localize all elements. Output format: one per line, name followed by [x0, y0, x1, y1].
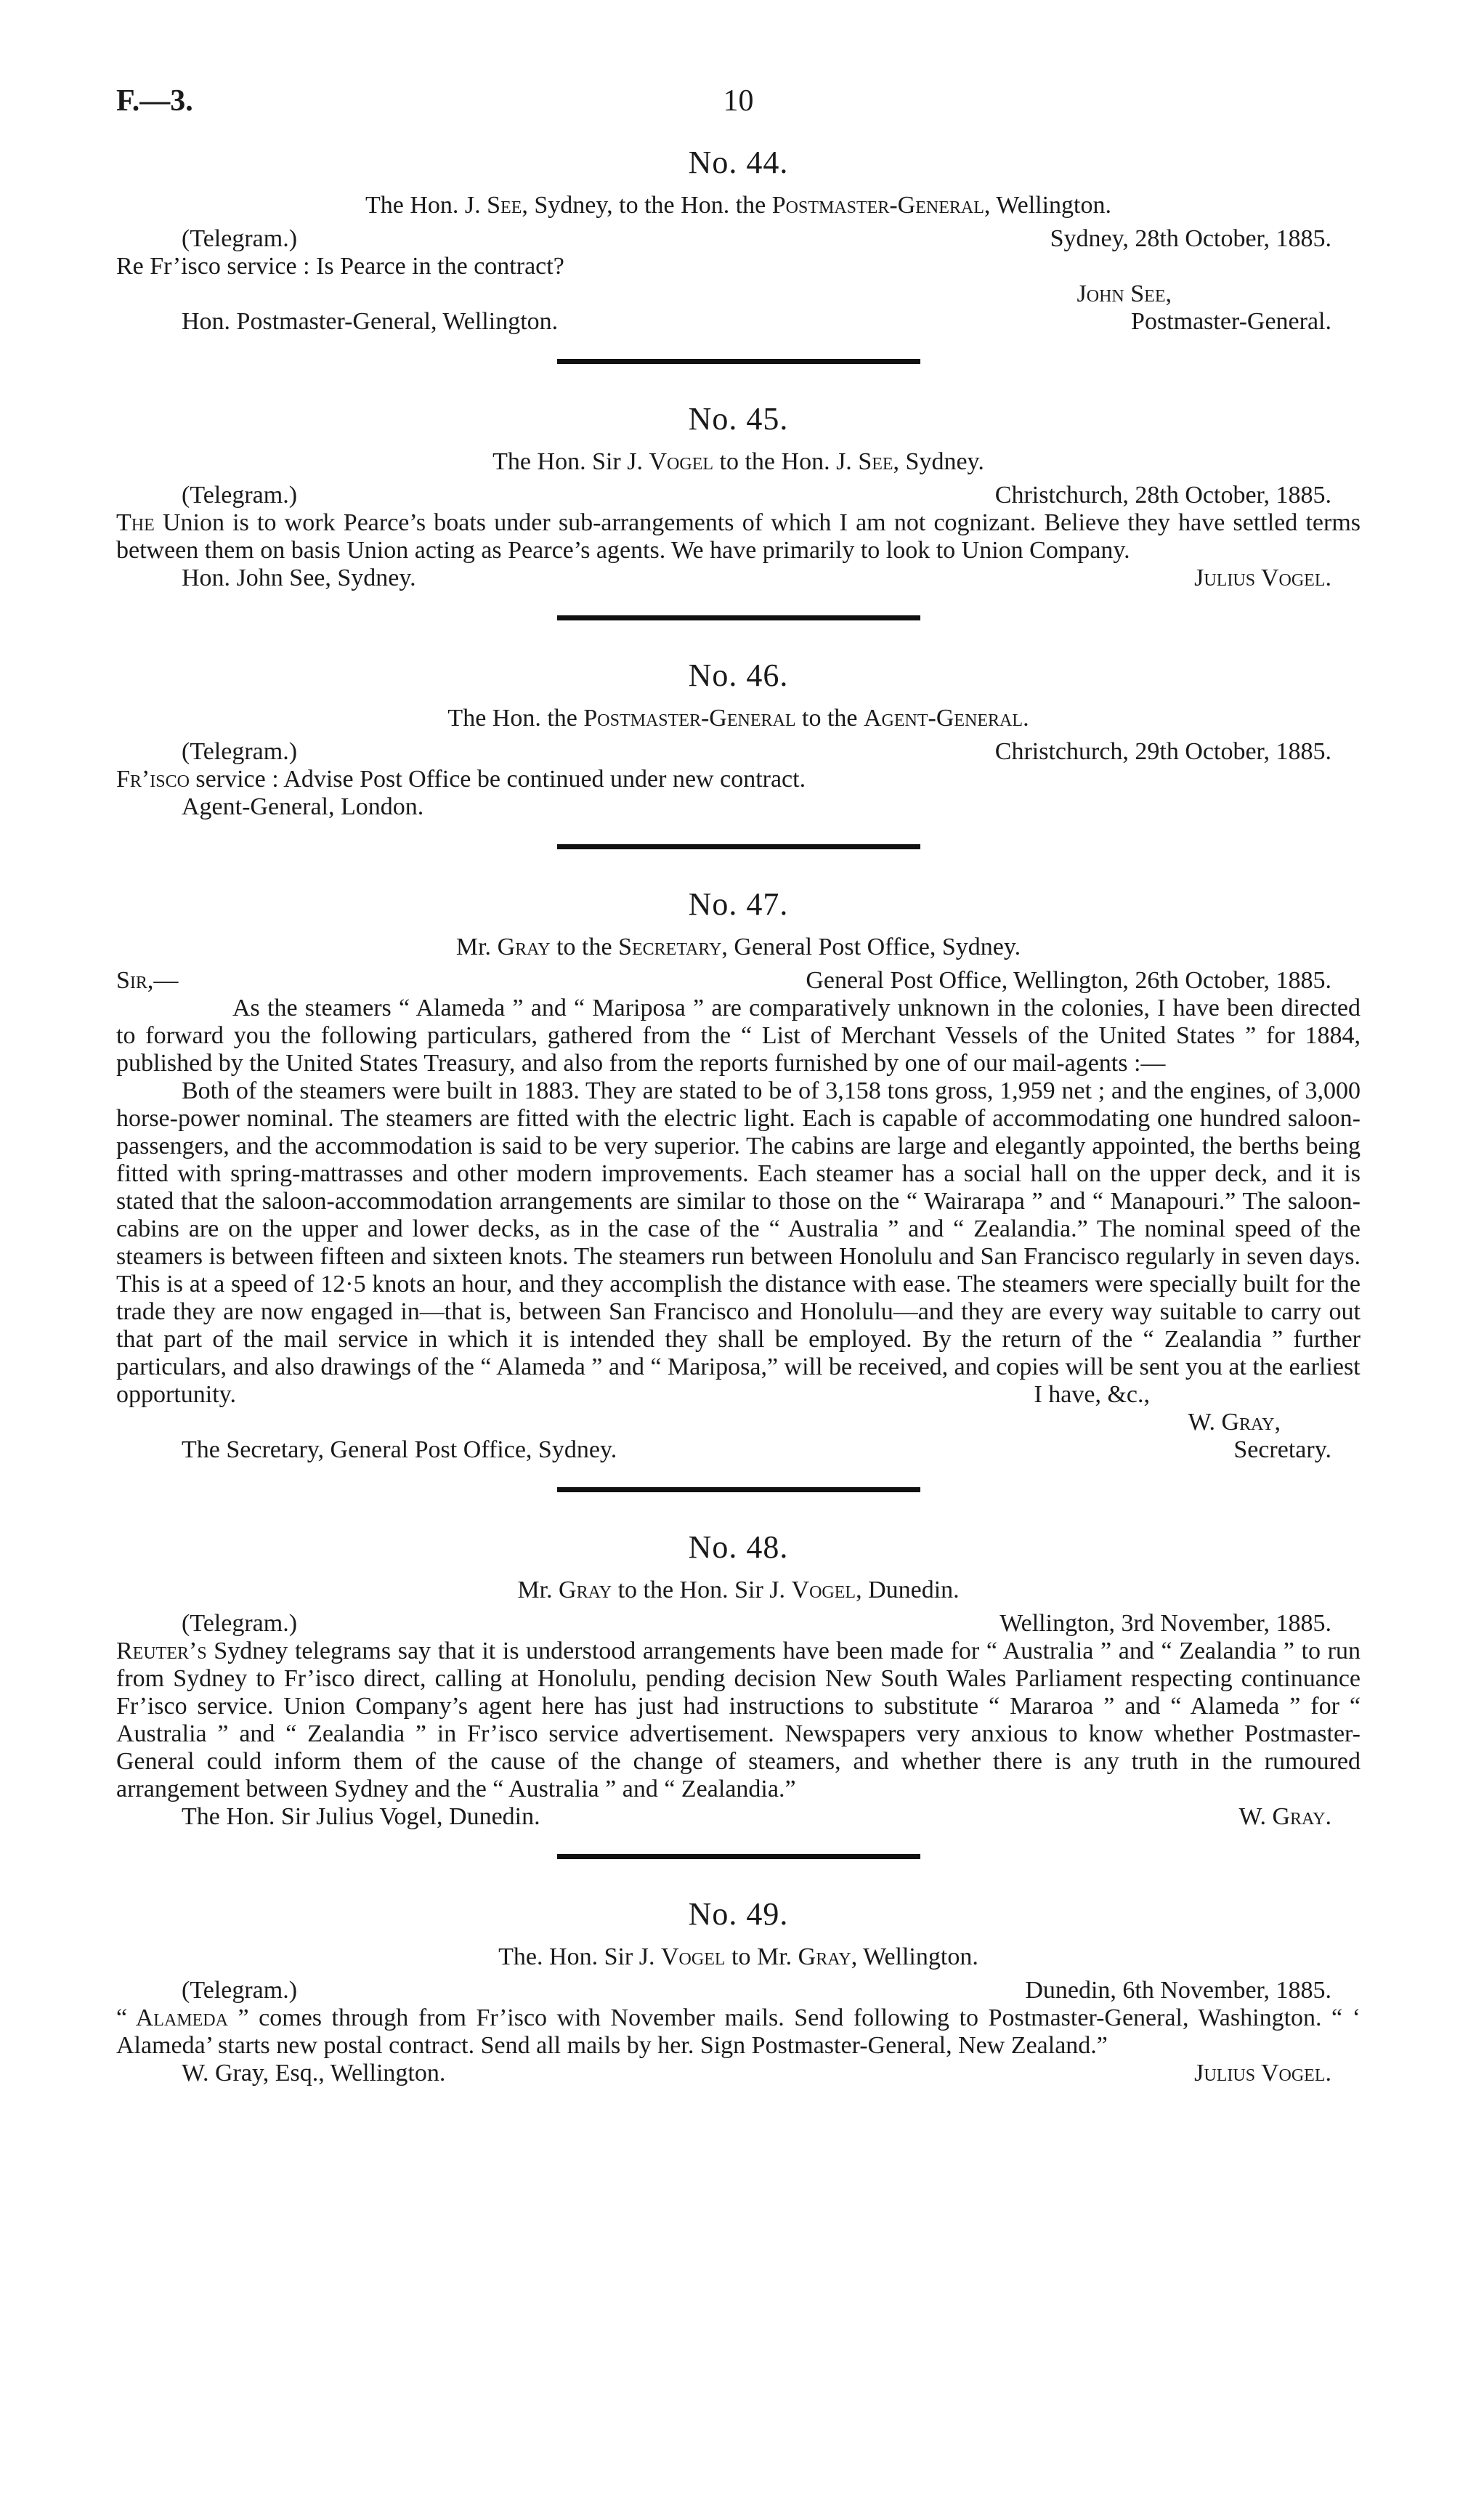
section-no-48	[116, 1530, 1361, 1859]
page-number: 10	[723, 84, 754, 118]
title-part: to the	[550, 934, 619, 960]
telegram-label: (Telegram.)	[182, 738, 298, 765]
section-no-44	[116, 145, 1361, 364]
addressee: Hon. John See, Sydney.	[182, 564, 416, 591]
title-part: , Dunedin.	[856, 1577, 960, 1603]
meta-row	[116, 738, 1361, 766]
section-title	[116, 1943, 1361, 1971]
section-title	[116, 1577, 1361, 1604]
addressee: The Hon. Sir Julius Vogel, Dunedin.	[182, 1803, 540, 1830]
section-number: No. 48.	[688, 1529, 789, 1565]
addressee: The Secretary, General Post Office, Sydney.	[182, 1436, 617, 1463]
body-text: ” comes through from Fr’isco with November mails. Send following to Postmaster-General, Washington. “ ‘ Alameda’ starts new postal contract. Send all mails by her. Sign Postmaster-General, New Zealand.”	[116, 2004, 1361, 2059]
section-number: No. 47.	[688, 886, 789, 922]
title-part: Gray	[497, 934, 551, 960]
addressee: W. Gray, Esq., Wellington.	[182, 2060, 446, 2087]
title-part: The Hon. J.	[365, 192, 487, 219]
last-line: opportunity.	[116, 1381, 236, 1408]
place-date: Christchurch, 29th October, 1885.	[994, 738, 1331, 765]
section-no-47	[116, 887, 1361, 1492]
closing-row	[116, 1381, 1361, 1409]
title-part: Postmaster-General	[771, 192, 984, 219]
title-part: Vogel	[660, 1943, 726, 1970]
addressee-row	[116, 1436, 1361, 1464]
place-date: Wellington, 3rd November, 1885.	[1000, 1610, 1331, 1637]
telegram-label: (Telegram.)	[182, 1977, 298, 2004]
body-lead: “ Alameda	[116, 2004, 228, 2031]
message-body	[116, 2004, 1361, 2060]
section-no-46	[116, 658, 1361, 849]
title-part: Gray	[559, 1577, 612, 1603]
meta-row	[116, 1610, 1361, 1638]
signature-title: Secretary.	[1233, 1436, 1331, 1463]
addressee-row	[116, 564, 1361, 592]
section-divider	[557, 615, 920, 620]
message-body	[116, 1638, 1361, 1803]
body-text: Union is to work Pearce’s boats under sub-arrangements of which I am not cognizant. Believe they have settled terms between them on basis Union acting as Pearce’s agents. We have primarily to look to Union Company.	[116, 509, 1361, 564]
addressee-row	[116, 308, 1361, 336]
title-part: Postmaster-General	[583, 705, 796, 732]
document-reference: F.—3.	[116, 84, 193, 118]
title-part: to the Hon. Sir J.	[612, 1577, 792, 1603]
addressee-row	[116, 2060, 1361, 2087]
section-divider	[557, 844, 920, 849]
body-lead: Fr’isco	[116, 766, 190, 793]
title-part: Secretary	[618, 934, 722, 960]
letter-paragraph-2: Both of the steamers were built in 1883. They are stated to be of 3,158 tons gross, 1,959 net ; and the engines, of 3,000 horse-power nominal. The steamers are fitted with the electric light. Each is capable of accommodating one hundred saloon-passengers, and the accommodation is said to be very superior. The cabins are large and elegantly appointed, the berths being fitted with spring-mattrasses and other modern improvements. Each steamer has a social hall on the upper deck, and it is stated that the saloon-accommodation arrangements are similar to those on the “ Wairarapa ” and “ Manapouri.” The saloon-cabins are on the upper and lower decks, as in the case of the “ Australia ” and “ Zealandia.” The nominal speed of the steamers is between fifteen and sixteen knots. The steamers run between Honolulu and San Francisco regularly in seven days. This is at a speed of 12·5 knots an hour, and they accomplish the distance with ease. The steamers were specially built for the trade they are now engaged in—that is, between San Francisco and Honolulu—and they are every way suitable to carry out that part of the mail service in which it is intended they shall be employed. By the return of the “ Zealandia ” further particulars, and also drawings of the “ Alameda ” and “ Mariposa,” will be received, and copies will be sent you at the earliest	[116, 1077, 1361, 1380]
body-lead: Reuter’s	[116, 1638, 207, 1664]
section-divider	[557, 359, 920, 364]
place-date: General Post Office, Wellington, 26th October, 1885.	[806, 967, 1331, 994]
title-part: , Sydney, to the Hon. the	[522, 192, 772, 219]
title-part: , Wellington.	[851, 1943, 978, 1970]
title-part: , General Post Office, Sydney.	[721, 934, 1021, 960]
signature: Julius Vogel.	[1194, 564, 1331, 591]
title-part: , Wellington.	[984, 192, 1112, 219]
title-part: to the	[795, 705, 864, 732]
section-divider	[557, 1487, 920, 1492]
message-body	[116, 509, 1361, 564]
title-part: , Sydney.	[893, 448, 984, 475]
signature-text: John See,	[1076, 280, 1172, 307]
section-number: No. 46.	[688, 657, 789, 693]
addressee: Hon. Postmaster-General, Wellington.	[182, 308, 559, 335]
title-part: to Mr.	[725, 1943, 798, 1970]
meta-row	[116, 967, 1361, 995]
section-number: No. 49.	[688, 1896, 789, 1932]
salutation: Sir,—	[116, 967, 179, 994]
meta-row	[116, 1977, 1361, 2004]
meta-row	[116, 225, 1361, 253]
message-body: Re Fr’isco service : Is Pearce in the contract?	[116, 253, 564, 280]
body-text: Sydney telegrams say that it is understood arrangements have been made for “ Australia ” and “ Zealandia ” to run from Sydney to Fr’isco direct, calling at Honolulu, pending decision New South Wales Parliament respecting continuance Fr’isco service. Union Company’s agent here has just had instructions to substitute “ Mararoa ” and “ Alameda ” for “ Australia ” and “ Zealandia ” in Fr’isco service advertisement. Newspapers very anxious to know whether Postmaster-General could inform them of the cause of the change of steamers, and whether there is any truth in the rumoured arrangement between Sydney and the “ Australia ” and “ Zealandia.”	[116, 1638, 1361, 1802]
title-part: Vogel	[791, 1577, 856, 1603]
body-lead: The	[116, 509, 155, 536]
title-part: The Hon. the	[447, 705, 584, 732]
telegram-label: (Telegram.)	[182, 1610, 298, 1637]
message-body	[116, 766, 1361, 793]
section-title	[116, 934, 1361, 961]
title-part: The. Hon. Sir J.	[498, 1943, 661, 1970]
addressee-row	[116, 1803, 1361, 1831]
title-part: Mr.	[517, 1577, 559, 1603]
title-part: Vogel	[649, 448, 714, 475]
signature-name	[116, 1409, 1361, 1436]
telegram-label: (Telegram.)	[182, 225, 298, 252]
title-part: Mr.	[455, 934, 498, 960]
section-title	[116, 705, 1361, 732]
title-part: .	[1023, 705, 1029, 732]
title-part: The Hon. Sir J.	[492, 448, 649, 475]
signature-text: W. Gray,	[1188, 1409, 1281, 1436]
addressee: Agent-General, London.	[182, 793, 424, 820]
place-date: Dunedin, 6th November, 1885.	[1025, 1977, 1331, 2004]
section-title	[116, 192, 1361, 219]
signature-title: Postmaster-General.	[1131, 308, 1331, 335]
closing: I have, &c.,	[1034, 1381, 1150, 1408]
meta-row	[116, 482, 1361, 509]
place-date: Sydney, 28th October, 1885.	[1050, 225, 1331, 252]
telegram-label: (Telegram.)	[182, 482, 298, 509]
section-divider	[557, 1854, 920, 1859]
page-header	[116, 80, 1361, 125]
section-no-49	[116, 1897, 1361, 2087]
body-text: service : Advise Post Office be continued under new contract.	[189, 766, 806, 793]
title-part: to the Hon. J.	[713, 448, 859, 475]
title-part: Gray	[798, 1943, 851, 1970]
signature: Julius Vogel.	[1194, 2060, 1331, 2087]
signature: W. Gray.	[1238, 1803, 1331, 1830]
section-no-45	[116, 402, 1361, 620]
title-part: See	[858, 448, 893, 475]
section-number: No. 44.	[688, 145, 789, 180]
signature-name	[116, 280, 1361, 308]
place-date: Christchurch, 28th October, 1885.	[994, 482, 1331, 509]
section-number: No. 45.	[688, 401, 789, 437]
letter-paragraph-1: As the steamers “ Alameda ” and “ Mariposa ” are comparatively unknown in the colonies, I have been directed to forward you the following particulars, gathered from the “ List of Merchant Vessels of the United States ” for 1884, published by the United States Treasury, and also from the reports furnished by one of our mail-agents :—	[116, 995, 1361, 1077]
title-part: See	[487, 192, 522, 219]
section-title	[116, 448, 1361, 476]
title-part: Agent-General	[863, 705, 1023, 732]
